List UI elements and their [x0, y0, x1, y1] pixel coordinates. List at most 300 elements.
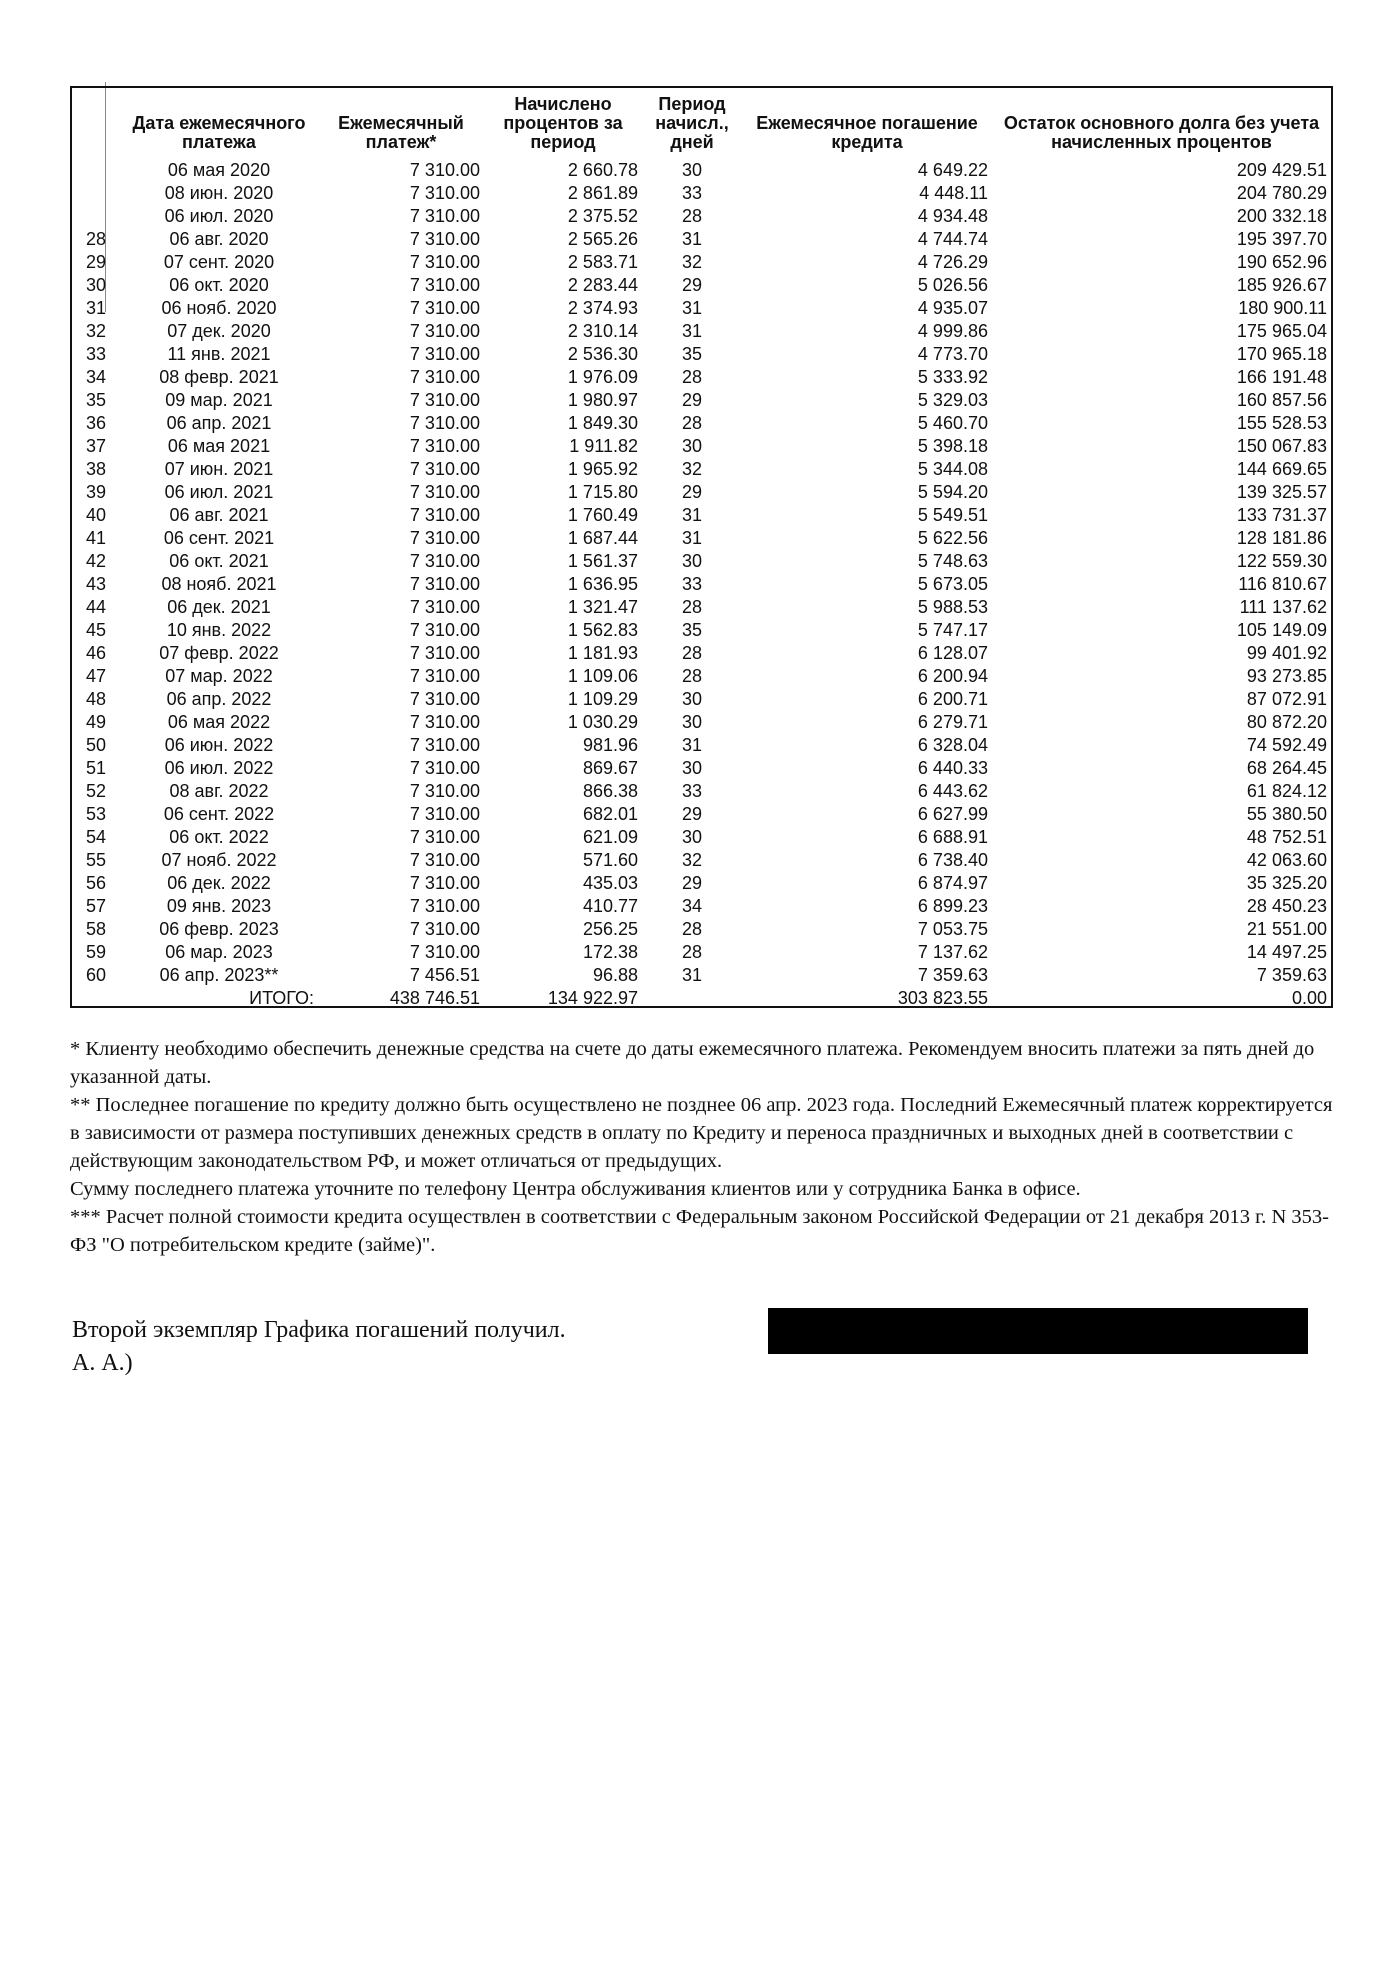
table-row [72, 296, 1331, 319]
table-row [72, 687, 1331, 710]
row-payment-date: 06 авг. 2020 [169, 228, 269, 249]
row-payment-date: 06 окт. 2021 [169, 550, 269, 571]
row-payment-date: 08 авг. 2022 [169, 780, 269, 801]
row-principal: 5 673.05 [917, 573, 988, 594]
table-row [72, 204, 1331, 227]
row-principal: 5 622.56 [917, 527, 988, 548]
row-payment-date: 08 нояб. 2021 [161, 573, 277, 594]
row-principal: 4 773.70 [917, 343, 988, 364]
table-row [72, 365, 1331, 388]
total-row [72, 986, 1331, 1010]
row-principal: 5 329.03 [917, 389, 988, 410]
row-interest: 2 660.78 [567, 159, 638, 180]
row-monthly-payment: 7 310.00 [409, 274, 480, 295]
row-number: 50 [85, 734, 107, 755]
row-days: 30 [681, 550, 703, 571]
row-payment-date: 07 сент. 2020 [163, 251, 275, 272]
table-row [72, 549, 1331, 572]
row-interest: 2 283.44 [567, 274, 638, 295]
row-number: 28 [85, 228, 107, 249]
row-principal: 6 874.97 [917, 872, 988, 893]
header-no [72, 88, 120, 158]
row-monthly-payment: 7 310.00 [409, 849, 480, 870]
row-monthly-payment: 7 310.00 [409, 458, 480, 479]
table-row [72, 664, 1331, 687]
row-monthly-payment: 7 310.00 [409, 159, 480, 180]
row-payment-date: 06 сент. 2021 [163, 527, 275, 548]
row-monthly-payment: 7 310.00 [409, 550, 480, 571]
total-interest: 134 922.97 [547, 988, 638, 1008]
row-number: 38 [85, 458, 107, 479]
row-balance: 61 824.12 [1246, 780, 1327, 801]
row-balance: 35 325.20 [1246, 872, 1327, 893]
table-row [72, 710, 1331, 733]
row-number: 49 [85, 711, 107, 732]
signature-line-2: А. А.) [72, 1350, 133, 1376]
row-balance: 122 559.30 [1236, 550, 1327, 571]
header-interest: Начислено процентов за период [503, 94, 623, 152]
row-number: 32 [85, 320, 107, 341]
row-days: 33 [681, 182, 703, 203]
table-row [72, 572, 1331, 595]
total-cell-empty [72, 986, 120, 1010]
footnote-2: ** Последнее погашение по кредиту должно быть осуществлено не позднее 06 апр. 2023 года. Последний Ежемесячный платеж корректируется в зависимости от размера поступивших денежных средств в оплату по Кредиту и переноса праздничных и выходных дней в соответствии с действующим законодательством РФ, и может отличаться от предыдущих. [70, 1094, 1333, 1172]
row-number: 42 [85, 550, 107, 571]
row-balance: 200 332.18 [1236, 205, 1327, 226]
total-balance: 0.00 [1291, 988, 1327, 1008]
row-payment-date: 06 сент. 2022 [163, 803, 275, 824]
row-days: 32 [681, 458, 703, 479]
row-number: 39 [85, 481, 107, 502]
row-principal: 6 443.62 [917, 780, 988, 801]
row-payment-date: 06 окт. 2022 [169, 826, 269, 847]
row-balance: 14 497.25 [1246, 941, 1327, 962]
row-days: 28 [681, 596, 703, 617]
row-payment-date: 07 июн. 2021 [164, 458, 274, 479]
header-principal: Ежемесячное погашение кредита [756, 113, 978, 152]
row-payment-date: 11 янв. 2021 [167, 343, 271, 364]
row-payment-date: 07 февр. 2022 [159, 642, 279, 663]
row-number: 37 [85, 435, 107, 456]
row-number: 46 [85, 642, 107, 663]
row-payment-date: 06 июл. 2020 [164, 205, 274, 226]
row-days: 31 [681, 964, 703, 985]
row-principal: 5 398.18 [917, 435, 988, 456]
table-row [72, 848, 1331, 871]
row-payment-date: 06 июл. 2022 [164, 757, 274, 778]
table-row [72, 894, 1331, 917]
row-payment-date: 07 мар. 2022 [165, 665, 273, 686]
row-interest: 1 715.80 [567, 481, 638, 502]
table-row [72, 526, 1331, 549]
row-balance: 99 401.92 [1246, 642, 1327, 663]
table-row [72, 388, 1331, 411]
row-days: 28 [681, 918, 703, 939]
table-row [72, 250, 1331, 273]
row-monthly-payment: 7 310.00 [409, 205, 480, 226]
table-row [72, 940, 1331, 963]
row-interest: 256.25 [582, 918, 638, 939]
row-payment-date: 10 янв. 2022 [166, 619, 272, 640]
row-principal: 4 726.29 [917, 251, 988, 272]
row-monthly-payment: 7 310.00 [409, 941, 480, 962]
row-monthly-payment: 7 310.00 [409, 573, 480, 594]
footnote-3: Сумму последнего платежа уточните по телефону Центра обслуживания клиентов или у сотрудника Банка в офисе. [70, 1178, 1081, 1200]
row-interest: 1 980.97 [567, 389, 638, 410]
header-payment-date: Дата ежемесячного платежа [132, 113, 306, 152]
row-interest: 866.38 [582, 780, 638, 801]
row-interest: 1 687.44 [567, 527, 638, 548]
header-days: Период начисл., дней [655, 94, 729, 152]
row-days: 30 [681, 159, 703, 180]
table-header-row [72, 88, 1331, 158]
row-balance: 48 752.51 [1246, 826, 1327, 847]
row-days: 31 [681, 228, 703, 249]
row-number: 57 [85, 895, 107, 916]
row-monthly-payment: 7 310.00 [409, 665, 480, 686]
row-principal: 5 988.53 [917, 596, 988, 617]
row-principal: 5 344.08 [917, 458, 988, 479]
row-interest: 571.60 [582, 849, 638, 870]
row-principal: 6 627.99 [917, 803, 988, 824]
row-principal: 6 200.71 [917, 688, 988, 709]
row-principal: 4 934.48 [917, 205, 988, 226]
row-payment-date: 06 мая 2020 [167, 159, 271, 180]
row-days: 30 [681, 711, 703, 732]
row-principal: 7 053.75 [917, 918, 988, 939]
row-interest: 621.09 [582, 826, 638, 847]
row-number: 34 [85, 366, 107, 387]
row-days: 32 [681, 251, 703, 272]
footnotes [70, 1035, 1345, 1259]
row-balance: 150 067.83 [1236, 435, 1327, 456]
table-row [72, 434, 1331, 457]
row-balance: 128 181.86 [1236, 527, 1327, 548]
table-row [72, 618, 1331, 641]
row-monthly-payment: 7 310.00 [409, 320, 480, 341]
row-interest: 2 565.26 [567, 228, 638, 249]
row-days: 30 [681, 826, 703, 847]
row-interest: 1 911.82 [569, 435, 638, 456]
row-balance: 160 857.56 [1236, 389, 1327, 410]
row-number: 44 [85, 596, 107, 617]
row-principal: 5 026.56 [917, 274, 988, 295]
row-monthly-payment: 7 310.00 [409, 803, 480, 824]
row-interest: 1 849.30 [567, 412, 638, 433]
table-row [72, 158, 1331, 181]
row-days: 30 [681, 688, 703, 709]
table-row [72, 227, 1331, 250]
row-number: 55 [85, 849, 107, 870]
table-row [72, 802, 1331, 825]
row-days: 31 [681, 734, 703, 755]
row-monthly-payment: 7 310.00 [409, 711, 480, 732]
row-balance: 204 780.29 [1236, 182, 1327, 203]
row-days: 28 [681, 366, 703, 387]
row-payment-date: 06 апр. 2023** [159, 964, 279, 985]
row-interest: 1 760.49 [567, 504, 638, 525]
row-payment-date: 09 мар. 2021 [165, 389, 273, 410]
row-days: 30 [681, 435, 703, 456]
footnote-4: *** Расчет полной стоимости кредита осуществлен в соответствии с Федеральным законом Российской Федерации от 21 декабря 2013 г. N 353-ФЗ "О потребительском кредите (займе)". [70, 1206, 1329, 1256]
row-days: 28 [681, 205, 703, 226]
table-row [72, 779, 1331, 802]
row-number: 54 [85, 826, 107, 847]
row-payment-date: 06 июл. 2021 [164, 481, 274, 502]
row-days: 31 [681, 504, 703, 525]
row-principal: 5 460.70 [917, 412, 988, 433]
row-monthly-payment: 7 310.00 [409, 642, 480, 663]
row-balance: 175 965.04 [1236, 320, 1327, 341]
row-principal: 4 999.86 [917, 320, 988, 341]
table-row [72, 457, 1331, 480]
row-interest: 1 321.47 [567, 596, 638, 617]
row-days: 34 [681, 895, 703, 916]
row-number: 58 [85, 918, 107, 939]
row-days: 29 [681, 389, 703, 410]
row-interest: 2 375.52 [567, 205, 638, 226]
header-balance: Остаток основного долга без учета начисленных процентов [1003, 113, 1320, 152]
signature-line-1: Второй экземпляр Графика погашений получил. [72, 1317, 566, 1343]
row-balance: 21 551.00 [1246, 918, 1327, 939]
row-monthly-payment: 7 310.00 [409, 182, 480, 203]
row-interest: 1 109.29 [567, 688, 638, 709]
row-interest: 981.96 [582, 734, 638, 755]
row-days: 28 [681, 412, 703, 433]
row-number: 43 [85, 573, 107, 594]
table-row [72, 871, 1331, 894]
row-balance: 166 191.48 [1236, 366, 1327, 387]
row-interest: 435.03 [582, 872, 638, 893]
row-interest: 1 030.29 [567, 711, 638, 732]
table-row [72, 641, 1331, 664]
row-interest: 96.88 [592, 964, 638, 985]
row-interest: 1 965.92 [567, 458, 638, 479]
row-principal: 6 279.71 [917, 711, 988, 732]
row-interest: 1 976.09 [567, 366, 638, 387]
row-payment-date: 06 дек. 2021 [167, 596, 271, 617]
row-balance: 68 264.45 [1246, 757, 1327, 778]
row-days: 32 [681, 849, 703, 870]
row-monthly-payment: 7 310.00 [409, 619, 480, 640]
row-balance: 111 137.62 [1239, 596, 1327, 617]
row-number: 48 [85, 688, 107, 709]
row-interest: 2 861.89 [567, 182, 638, 203]
row-number: 53 [85, 803, 107, 824]
row-interest: 682.01 [582, 803, 638, 824]
row-principal: 5 333.92 [917, 366, 988, 387]
row-interest: 2 374.93 [567, 297, 638, 318]
row-principal: 4 649.22 [917, 159, 988, 180]
table-row [72, 756, 1331, 779]
row-balance: 170 965.18 [1236, 343, 1327, 364]
row-payment-date: 09 янв. 2023 [166, 895, 272, 916]
schedule-grid [72, 88, 1331, 1010]
row-interest: 1 561.37 [567, 550, 638, 571]
row-principal: 7 359.63 [917, 964, 988, 985]
row-principal: 6 328.04 [917, 734, 988, 755]
row-days: 31 [681, 297, 703, 318]
row-number: 36 [85, 412, 107, 433]
row-interest: 172.38 [582, 941, 638, 962]
table-row [72, 503, 1331, 526]
table-row [72, 342, 1331, 365]
row-monthly-payment: 7 310.00 [409, 826, 480, 847]
row-monthly-payment: 7 310.00 [409, 228, 480, 249]
row-monthly-payment: 7 310.00 [409, 251, 480, 272]
row-balance: 190 652.96 [1236, 251, 1327, 272]
row-payment-date: 06 апр. 2021 [166, 412, 272, 433]
row-interest: 2 583.71 [567, 251, 638, 272]
row-principal: 6 128.07 [917, 642, 988, 663]
row-payment-date: 06 дек. 2022 [167, 872, 271, 893]
row-number: 33 [85, 343, 107, 364]
row-balance: 55 380.50 [1246, 803, 1327, 824]
row-balance: 209 429.51 [1236, 159, 1327, 180]
row-payment-date: 06 мая 2021 [167, 435, 271, 456]
row-interest: 1 636.95 [567, 573, 638, 594]
row-monthly-payment: 7 310.00 [409, 734, 480, 755]
row-principal: 6 738.40 [917, 849, 988, 870]
row-days: 35 [681, 343, 703, 364]
row-number: 47 [85, 665, 107, 686]
row-principal: 6 200.94 [917, 665, 988, 686]
row-balance: 87 072.91 [1246, 688, 1327, 709]
table-body [72, 158, 1331, 986]
row-number: 56 [85, 872, 107, 893]
row-monthly-payment: 7 310.00 [409, 895, 480, 916]
row-payment-date: 06 апр. 2022 [166, 688, 272, 709]
row-balance: 74 592.49 [1246, 734, 1327, 755]
row-monthly-payment: 7 310.00 [409, 366, 480, 387]
row-balance: 144 669.65 [1236, 458, 1327, 479]
row-balance: 180 900.11 [1238, 297, 1327, 318]
row-principal: 5 594.20 [917, 481, 988, 502]
row-payment-date: 06 нояб. 2020 [161, 297, 277, 318]
row-payment-date: 07 дек. 2020 [167, 320, 271, 341]
row-monthly-payment: 7 310.00 [409, 412, 480, 433]
row-monthly-payment: 7 310.00 [409, 343, 480, 364]
row-monthly-payment: 7 310.00 [409, 297, 480, 318]
header-monthly-payment: Ежемесячный платеж* [338, 113, 464, 152]
row-number: 31 [85, 297, 107, 318]
row-number: 40 [85, 504, 107, 525]
row-balance: 7 359.63 [1256, 964, 1327, 985]
row-number: 60 [85, 964, 107, 985]
row-number: 41 [85, 527, 107, 548]
row-number: 30 [85, 274, 107, 295]
row-monthly-payment: 7 456.51 [409, 964, 480, 985]
table-row [72, 319, 1331, 342]
redaction-bar [768, 1308, 1308, 1354]
row-principal: 6 688.91 [917, 826, 988, 847]
table-row [72, 181, 1331, 204]
row-number [72, 158, 120, 181]
table-row [72, 917, 1331, 940]
row-interest: 2 536.30 [567, 343, 638, 364]
row-payment-date: 07 нояб. 2022 [161, 849, 277, 870]
row-monthly-payment: 7 310.00 [409, 435, 480, 456]
row-balance: 105 149.09 [1236, 619, 1327, 640]
row-number: 45 [85, 619, 107, 640]
row-monthly-payment: 7 310.00 [409, 527, 480, 548]
row-balance: 116 810.67 [1238, 573, 1327, 594]
total-label: ИТОГО: [249, 988, 314, 1008]
row-payment-date: 06 июн. 2022 [164, 734, 274, 755]
total-payment: 438 746.51 [389, 988, 480, 1008]
row-principal: 5 748.63 [917, 550, 988, 571]
signature-block [72, 1314, 772, 1380]
row-number [72, 204, 120, 227]
row-days: 28 [681, 642, 703, 663]
row-balance: 139 325.57 [1236, 481, 1327, 502]
table-row [72, 595, 1331, 618]
footnote-1: * Клиенту необходимо обеспечить денежные средства на счете до даты ежемесячного платежа. Рекомендуем вносить платежи за пять дней до указанной даты. [70, 1038, 1315, 1088]
table-row [72, 825, 1331, 848]
row-days: 35 [681, 619, 703, 640]
row-interest: 2 310.14 [567, 320, 638, 341]
row-payment-date: 08 февр. 2021 [159, 366, 279, 387]
row-principal: 6 899.23 [917, 895, 988, 916]
row-balance: 133 731.37 [1236, 504, 1327, 525]
row-balance: 195 397.70 [1236, 228, 1327, 249]
row-number: 35 [85, 389, 107, 410]
row-days: 28 [681, 941, 703, 962]
row-days: 29 [681, 274, 703, 295]
row-payment-date: 06 февр. 2023 [159, 918, 279, 939]
row-payment-date: 06 окт. 2020 [169, 274, 269, 295]
row-days: 33 [681, 573, 703, 594]
row-monthly-payment: 7 310.00 [409, 504, 480, 525]
row-monthly-payment: 7 310.00 [409, 688, 480, 709]
row-principal: 6 440.33 [917, 757, 988, 778]
row-interest: 410.77 [582, 895, 638, 916]
row-balance: 155 528.53 [1236, 412, 1327, 433]
table-row [72, 963, 1331, 986]
row-interest: 1 181.93 [567, 642, 638, 663]
row-days: 30 [681, 757, 703, 778]
total-principal: 303 823.55 [897, 988, 988, 1008]
row-payment-date: 08 июн. 2020 [164, 182, 274, 203]
row-number: 52 [85, 780, 107, 801]
row-number: 29 [85, 251, 107, 272]
row-principal: 7 137.62 [917, 941, 988, 962]
table-row [72, 273, 1331, 296]
row-days: 31 [681, 527, 703, 548]
row-principal: 4 744.74 [917, 228, 988, 249]
row-principal: 4 935.07 [917, 297, 988, 318]
row-days: 31 [681, 320, 703, 341]
row-number: 51 [85, 757, 107, 778]
row-monthly-payment: 7 310.00 [409, 389, 480, 410]
row-monthly-payment: 7 310.00 [409, 872, 480, 893]
row-number [72, 181, 120, 204]
table-row [72, 733, 1331, 756]
row-principal: 5 747.17 [917, 619, 988, 640]
repayment-schedule-table [70, 86, 1333, 1008]
row-days: 29 [681, 803, 703, 824]
row-payment-date: 06 авг. 2021 [169, 504, 269, 525]
row-interest: 1 109.06 [567, 665, 638, 686]
row-balance: 80 872.20 [1246, 711, 1327, 732]
row-days: 29 [681, 872, 703, 893]
row-monthly-payment: 7 310.00 [409, 780, 480, 801]
row-payment-date: 06 мар. 2023 [165, 941, 273, 962]
row-interest: 869.67 [582, 757, 638, 778]
row-monthly-payment: 7 310.00 [409, 757, 480, 778]
row-days: 33 [681, 780, 703, 801]
row-balance: 28 450.23 [1246, 895, 1327, 916]
